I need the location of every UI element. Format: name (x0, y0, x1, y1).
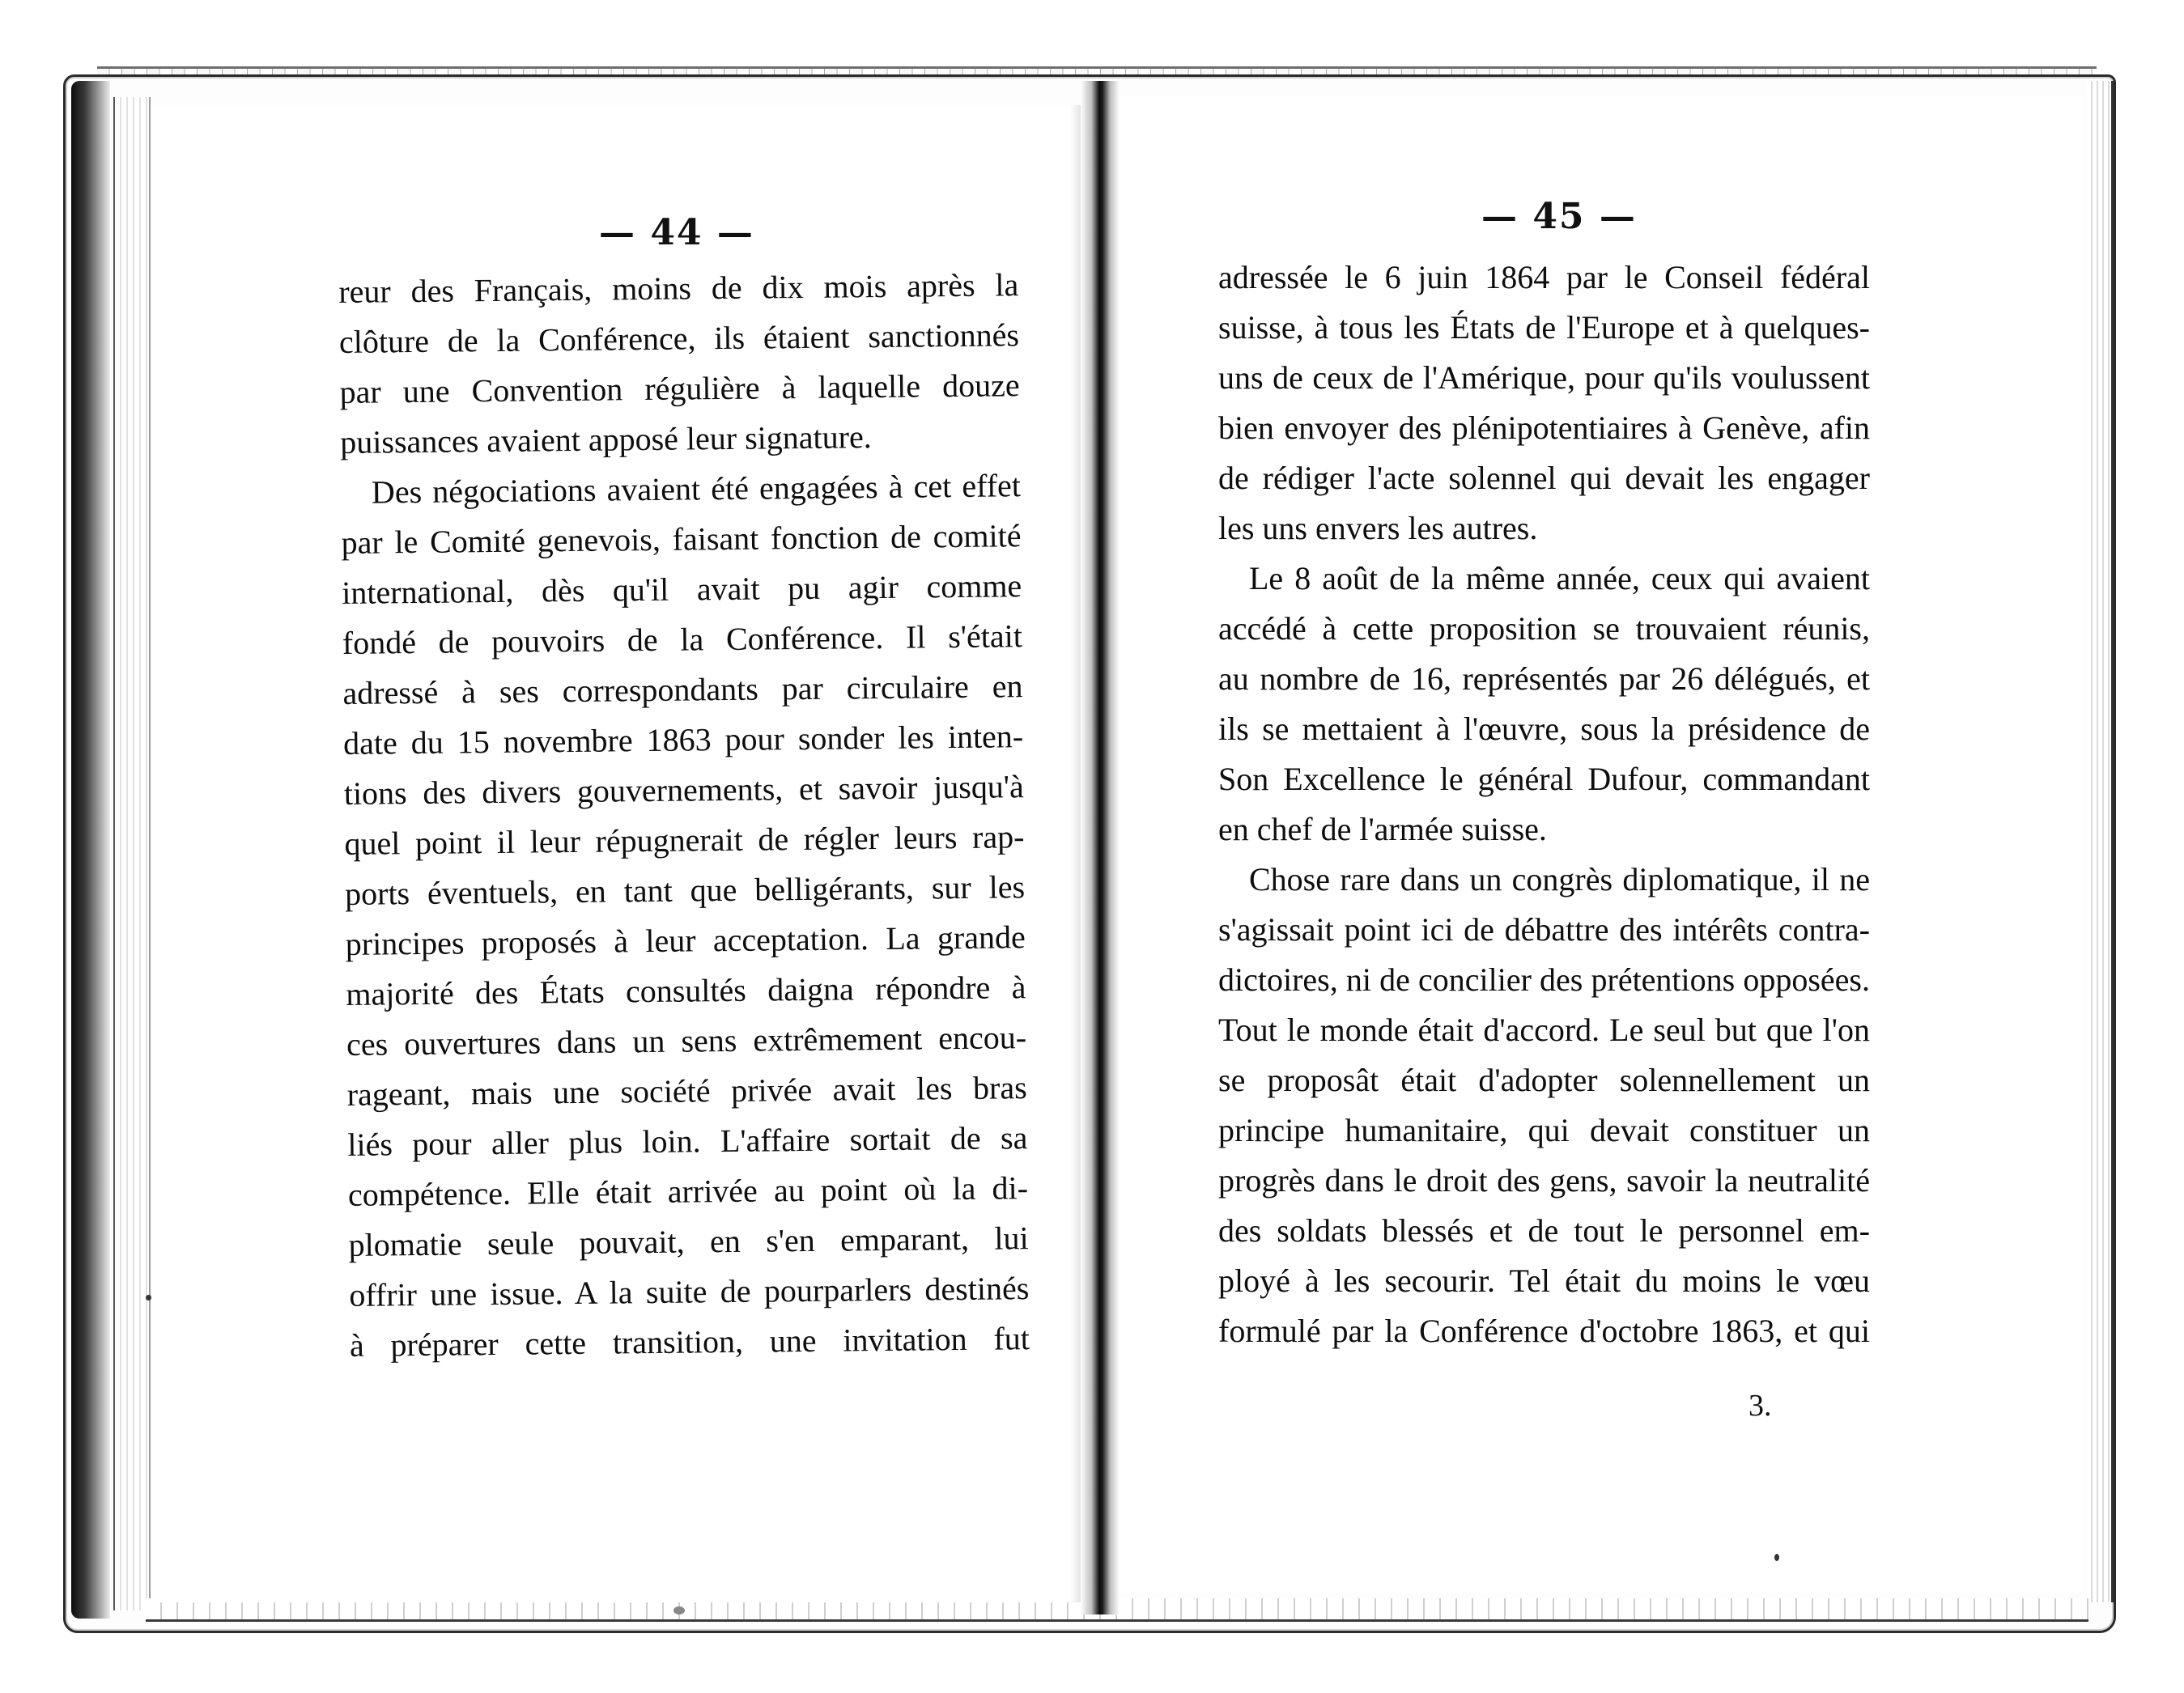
text-line: Des négociations avaient été engagées à cet effet (371, 467, 1022, 511)
text-line: par une Convention régulière à laquelle douze (339, 367, 1020, 410)
text-line: uns de ceux de l'Amérique, pour qu'ils voulussent (1218, 359, 1870, 396)
text-line: ports éventuels, en tant que belligérants, sur les (344, 868, 1026, 912)
text-line: à préparer cette transition, une invitation fut (349, 1320, 1030, 1364)
left-page-stack (113, 97, 151, 1610)
text-line: suisse, à tous les États de l'Europe et à quelques- (1218, 309, 1870, 346)
text-line: se proposât était d'adopter solennellement un (1218, 1062, 1870, 1098)
text-line: Tout le monde était d'accord. Le seul but que l'on (1218, 1012, 1870, 1048)
left-page-body-text (338, 260, 1030, 1371)
text-line: principes proposés à leur acceptation. La grande (345, 919, 1026, 962)
text-line: tions des divers gouvernements, et savoir jusqu'à (343, 768, 1025, 812)
text-line: Chose rare dans un congrès diplomatique, il ne (1249, 861, 1870, 897)
left-page-number: — 44 — (599, 212, 754, 253)
right-page-stack (2087, 81, 2114, 1602)
text-line: adressée le 6 juin 1864 par le Conseil fédéral (1218, 259, 1870, 295)
text-line: formulé par la Conférence d'octobre 1863, et qui (1218, 1313, 1870, 1349)
text-line: progrès dans le droit des gens, savoir la neutralité (1218, 1162, 1870, 1199)
text-line: principe humanitaire, qui devait constituer un (1218, 1112, 1870, 1148)
text-line: Le 8 août de la même année, ceux qui avaient (1249, 560, 1870, 596)
text-line: clôture de la Conférence, ils étaient sanctionnés (338, 316, 1020, 360)
text-line: date du 15 novembre 1863 pour sonder les inten- (342, 718, 1024, 762)
text-line: international, dès qu'il avait pu agir comme (341, 567, 1022, 611)
text-line: au nombre de 16, représentés par 26 délégués, et (1218, 660, 1870, 697)
text-line: reur des Français, moins de dix mois après la (338, 266, 1019, 310)
text-line: des soldats blessés et de tout le personnel em- (1218, 1212, 1870, 1249)
text-line: compétence. Elle était arrivée au point où la di- (347, 1169, 1029, 1213)
scan-speck (146, 1295, 151, 1301)
text-line: ces ouvertures dans un sens extrêmement encou- (346, 1019, 1027, 1063)
text-line: s'agissait point ici de débattre des intérêts contra- (1218, 911, 1870, 948)
right-page-number: — 45 — (1481, 196, 1637, 237)
text-line: plomatie seule pouvait, en s'en emparant, lui (348, 1220, 1029, 1263)
text-line: rageant, mais une société privée avait les bras (346, 1069, 1027, 1113)
left-cover-edge (71, 81, 110, 1619)
text-line: offrir une issue. A la suite de pourparlers destinés (349, 1270, 1030, 1313)
text-line: en chef de l'armée suisse. (1218, 811, 1547, 847)
right-page-body-text (1218, 252, 1870, 1356)
book-gutter (1081, 81, 1120, 1615)
text-line: de rédiger l'acte solennel qui devait les engager (1218, 460, 1870, 496)
text-line: ils se mettaient à l'œuvre, sous la présidence de (1218, 711, 1870, 747)
text-line: quel point il leur répugnerait de régler leurs rap- (344, 818, 1025, 862)
text-line: les uns envers les autres. (1218, 510, 1538, 546)
printer-signature-mark: 3. (1748, 1389, 1772, 1423)
scan-speck (1774, 1554, 1779, 1561)
text-line: adressé à ses correspondants par circulaire en (342, 668, 1023, 711)
text-line: fondé de pouvoirs de la Conférence. Il s'était (342, 617, 1023, 661)
text-line: puissances avaient apposé leur signature. (340, 418, 872, 460)
text-line: dictoires, ni de concilier des prétentions opposées. (1218, 961, 1870, 998)
text-line: ployé à les secourir. Tel était du moins le vœu (1218, 1262, 1870, 1299)
text-line: liés pour aller plus loin. L'affaire sortait de sa (347, 1119, 1028, 1163)
text-line: par le Comité genevois, faisant fonction de comité (341, 517, 1022, 561)
text-line: bien envoyer des plénipotentiaires à Genève, afin (1218, 409, 1870, 446)
text-line: majorité des États consultés daigna répondre à (346, 969, 1026, 1012)
text-line: accédé à cette proposition se trouvaient réunis, (1218, 610, 1870, 647)
scan-speck (673, 1606, 685, 1615)
text-line: Son Excellence le général Dufour, commandant (1218, 761, 1870, 797)
